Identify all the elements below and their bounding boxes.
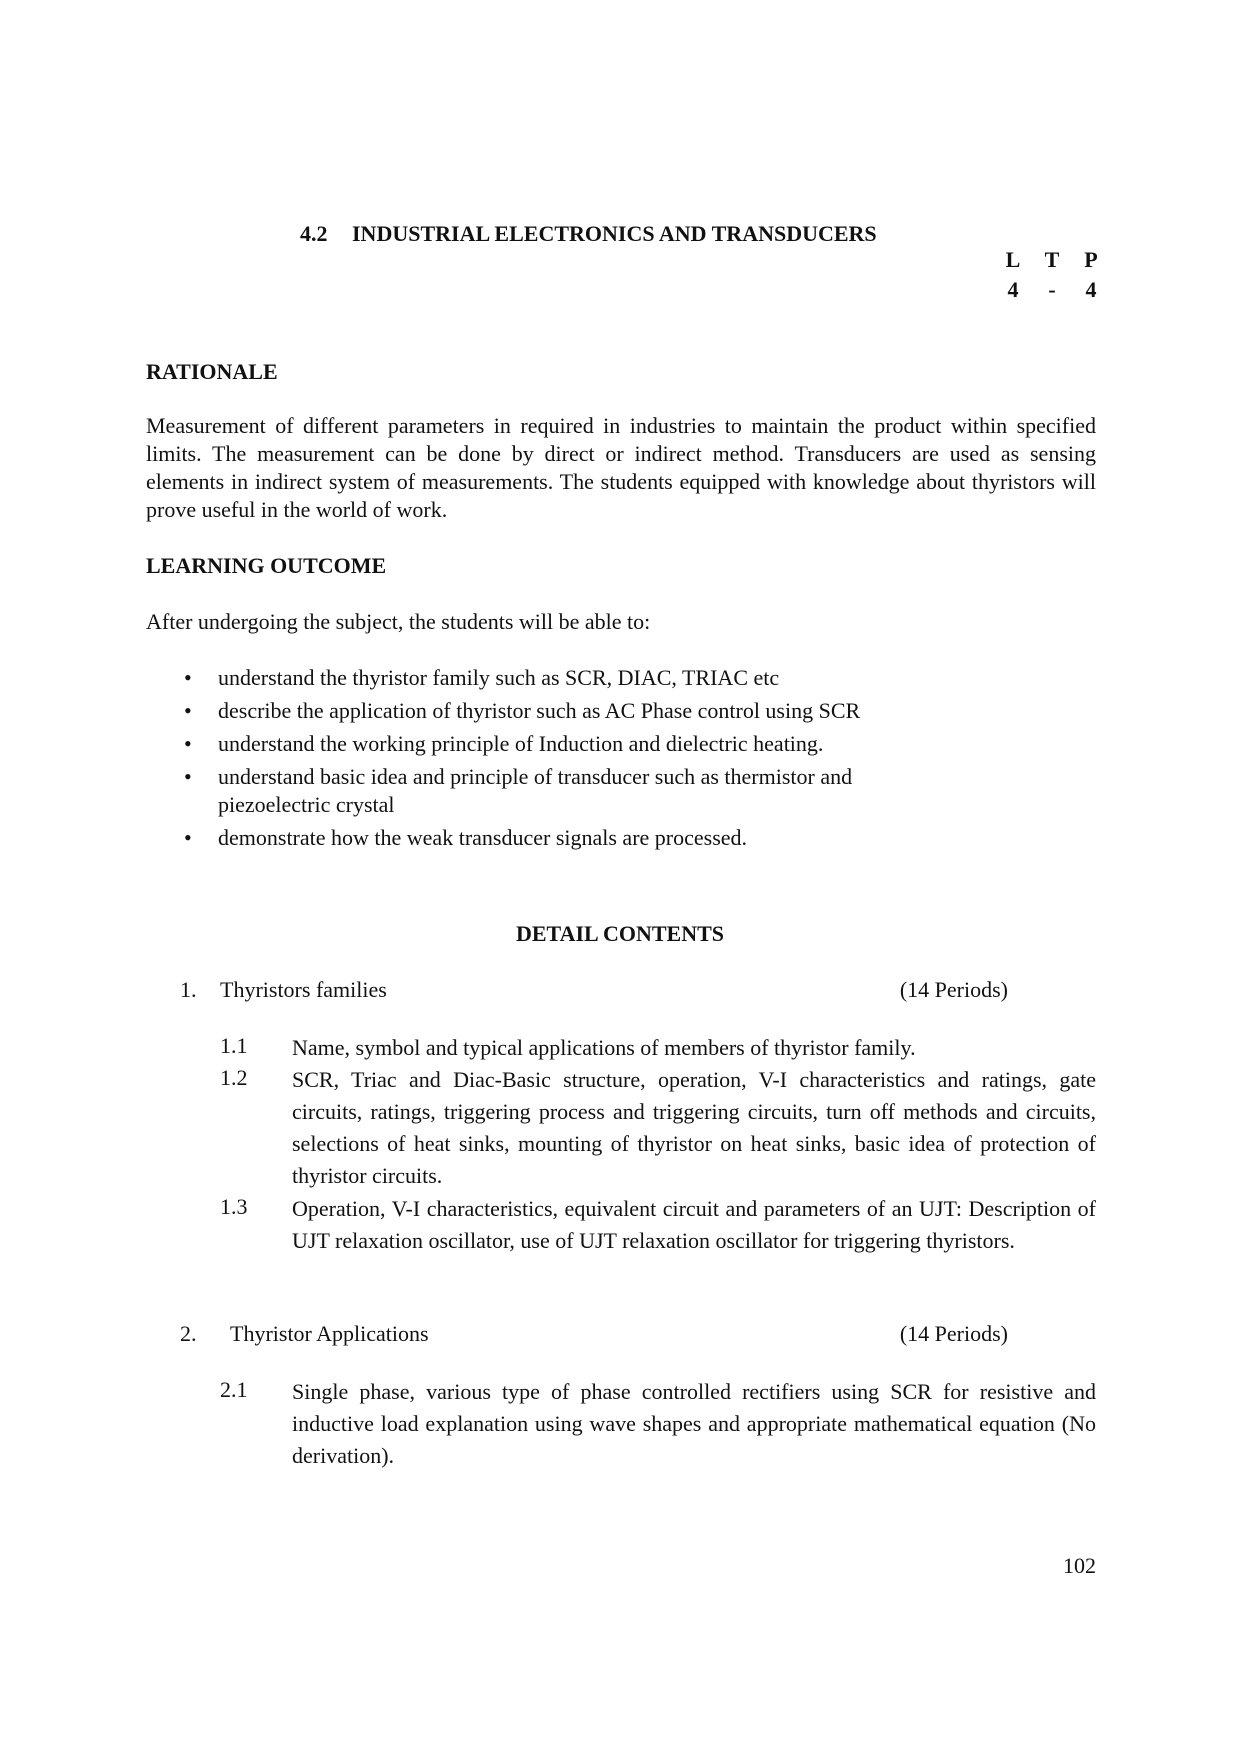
learning-outcome-intro: After undergoing the subject, the students will be able to: bbox=[146, 609, 651, 634]
list-item: • understand basic idea and principle of transducer such as thermistor and piezoelectric crystal bbox=[184, 764, 853, 817]
subtopic-number: 1.2 bbox=[220, 1065, 248, 1090]
subtopic-text: Operation, V-I characteristics, equivalent circuit and parameters of an UJT: Description of UJT relaxation oscillator, use of UJT relaxation oscillator for triggering thyristors. bbox=[292, 1196, 1096, 1253]
topic-2-row bbox=[180, 1320, 1008, 1348]
topic-number: 2. bbox=[180, 1321, 197, 1346]
subtopic-1-1 bbox=[220, 1032, 1096, 1064]
page-title bbox=[300, 220, 877, 248]
detail-contents-heading: DETAIL CONTENTS bbox=[515, 921, 725, 946]
topic-number: 1. bbox=[180, 977, 197, 1002]
bullet-icon: • bbox=[184, 698, 192, 723]
bullet-icon: • bbox=[184, 764, 192, 789]
subtopic-text: Name, symbol and typical applications of members of thyristor family. bbox=[292, 1035, 916, 1060]
rationale-heading: RATIONALE bbox=[146, 359, 278, 384]
subtopic-text: SCR, Triac and Diac-Basic structure, operation, V-I characteristics and ratings, gate circuits, ratings, triggering process and triggering circuits, turn off methods and circuits, selections of heat sinks, mounting of thyristor on heat sinks, basic idea of protection of thyristor circuits. bbox=[292, 1067, 1096, 1188]
rationale-text: Measurement of different parameters in required in industries to maintain the product within specified limits. The measurement can be done by direct or indirect method. Transducers are used as sensing elements in indirect system of measurements. The students equipped with knowledge about thyristors will prove useful in the world of work. bbox=[146, 413, 1096, 522]
section-title: INDUSTRIAL ELECTRONICS AND TRANSDUCERS bbox=[352, 221, 877, 246]
bullet-icon: • bbox=[184, 665, 192, 690]
ltp-header-row bbox=[1004, 246, 1100, 274]
list-item: • understand the working principle of Induction and dielectric heating. bbox=[184, 731, 824, 756]
ltp-value-row bbox=[1004, 276, 1100, 304]
bullet-icon: • bbox=[184, 825, 192, 850]
learning-outcome-list bbox=[146, 664, 1096, 857]
topic-periods: (14 Periods) bbox=[899, 1321, 1008, 1346]
list-item: • demonstrate how the weak transducer signals are processed. bbox=[184, 825, 748, 850]
learning-outcome-heading: LEARNING OUTCOME bbox=[146, 553, 387, 578]
ltp-p-label: P bbox=[1084, 247, 1098, 272]
subtopic-number: 2.1 bbox=[220, 1377, 248, 1402]
subtopic-number: 1.1 bbox=[220, 1033, 248, 1058]
ltp-l-value: 4 bbox=[1007, 277, 1019, 302]
subtopic-1-2 bbox=[220, 1064, 1096, 1192]
list-item: • describe the application of thyristor such as AC Phase control using SCR bbox=[184, 698, 861, 723]
ltp-l-label: L bbox=[1005, 247, 1021, 272]
topic-title: Thyristors families bbox=[220, 977, 387, 1002]
subtopic-2-1 bbox=[220, 1376, 1096, 1472]
list-item: • understand the thyristor family such as SCR, DIAC, TRIAC etc bbox=[184, 665, 780, 690]
ltp-t-value: - bbox=[1048, 277, 1056, 302]
subtopic-1-3 bbox=[220, 1193, 1096, 1257]
bullet-icon: • bbox=[184, 731, 192, 756]
ltp-p-value: 4 bbox=[1085, 277, 1097, 302]
page-number: 102 bbox=[1063, 1553, 1096, 1578]
subtopic-text: Single phase, various type of phase controlled rectifiers using SCR for resistive and inductive load explanation using wave shapes and appropriate mathematical equation (No derivation). bbox=[292, 1379, 1096, 1468]
topic-1-row bbox=[180, 976, 1008, 1004]
ltp-t-label: T bbox=[1044, 247, 1060, 272]
section-number: 4.2 bbox=[300, 221, 328, 246]
topic-title: Thyristor Applications bbox=[230, 1321, 429, 1346]
topic-periods: (14 Periods) bbox=[899, 977, 1008, 1002]
subtopic-number: 1.3 bbox=[220, 1194, 248, 1219]
